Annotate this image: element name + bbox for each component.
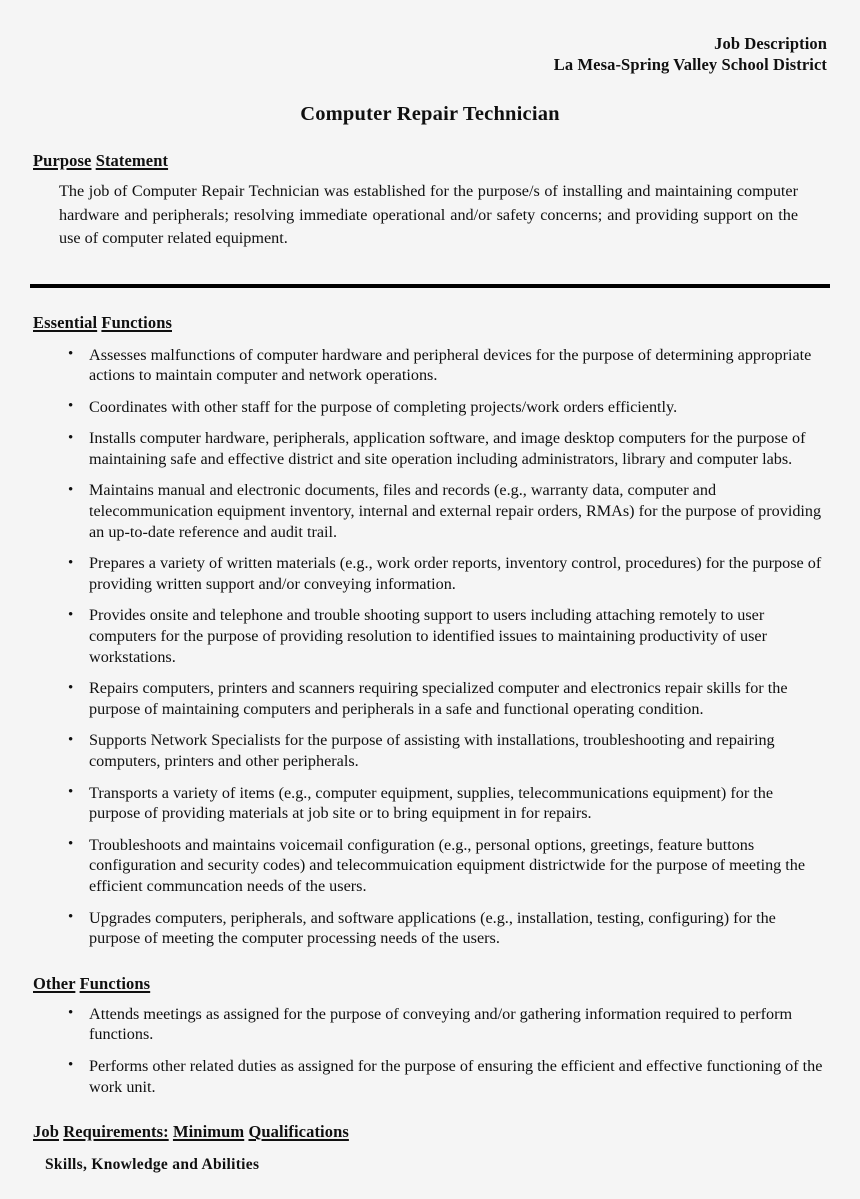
purpose-statement-body: The job of Computer Repair Technician was established for the purpose/s of installing and maintaining computer hardware and peripherals; resolving immediate operational and/or safety concerns; and providing support on the use of computer related equipment. (59, 182, 798, 247)
list-item-text: Provides onsite and telephone and trouble shooting support to users including attaching remotely to user computers for the purpose of providing resolution to identified issues to maintaining productivity of user workstations. (89, 606, 767, 666)
list-item-text: Repairs computers, printers and scanners requiring specialized computer and electronics repair skills for the purpose of maintaining computers and peripherals in a safe and functional operating condition. (89, 679, 788, 718)
essential-functions-heading (33, 313, 860, 333)
job-requirements-heading (33, 1122, 860, 1142)
header-doc-type: Job Description (714, 34, 827, 53)
bullet-icon: • (68, 836, 74, 853)
purpose-heading-word-2: Statement (95, 151, 169, 170)
list-item-text: Installs computer hardware, peripherals, application software, and image desktop computers for the purpose of maintaining safe and effective district and site operation including administrators, library and computer labs. (89, 429, 806, 468)
list-item-text: Performs other related duties as assigned for the purpose of ensuring the efficient and effective functioning of the work unit. (89, 1056, 823, 1096)
list-item (68, 1004, 827, 1045)
requirements-heading-word-1: Job (33, 1122, 59, 1142)
skills-knowledge-abilities-subheading: Skills, Knowledge and Abilities (45, 1156, 260, 1174)
purpose-statement-heading (33, 151, 860, 171)
bullet-icon: • (68, 606, 74, 623)
header-district-name: La Mesa-Spring Valley School District (553, 55, 827, 74)
bullet-icon: • (68, 731, 74, 748)
list-item (68, 678, 827, 719)
bullet-icon: • (68, 1005, 74, 1022)
list-item-text: Attends meetings as assigned for the purpose of conveying and/or gathering information required to perform functions. (89, 1004, 793, 1044)
bullet-icon: • (68, 429, 74, 446)
bullet-icon: • (68, 1057, 74, 1074)
essential-heading-word-1: Essential (33, 312, 98, 332)
bullet-icon: • (68, 784, 74, 801)
list-item-text: Supports Network Specialists for the purpose of assisting with installations, troubleshooting and repairing computers, printers and other peripherals. (89, 731, 775, 770)
list-item (68, 1056, 827, 1097)
bullet-icon: • (68, 346, 74, 362)
other-functions-list (0, 1004, 827, 1097)
requirements-heading-word-2: Requirements: (63, 1122, 169, 1142)
bullet-icon: • (68, 554, 74, 571)
bullet-icon: • (68, 909, 74, 926)
list-item-text: Maintains manual and electronic documents, files and records (e.g., warranty data, computer and telecommunication equipment inventory, internal and external repair orders, RMAs) for the purpose of providing an up-to-date reference and audit trail. (89, 481, 822, 541)
list-item-text: Prepares a variety of written materials (e.g., work order reports, inventory control, procedures) for the purpose of providing written support and/or conveying information. (89, 554, 822, 593)
page-title: Computer Repair Technician (300, 103, 560, 125)
list-item (68, 783, 827, 824)
list-item (68, 835, 827, 897)
list-item (68, 397, 827, 418)
other-functions-heading (33, 974, 860, 994)
list-item (68, 730, 827, 771)
list-item-text: Transports a variety of items (e.g., computer equipment, supplies, telecommunications equipment) for the purpose of providing materials at job site or to bring equipment in for repairs. (89, 783, 774, 823)
list-item (68, 553, 827, 594)
other-heading-word-2: Functions (79, 973, 151, 993)
list-item (68, 345, 827, 386)
bullet-icon: • (68, 481, 74, 498)
bullet-icon: • (68, 398, 74, 415)
essential-heading-word-2: Functions (101, 312, 172, 332)
requirements-heading-word-3: Minimum (172, 1122, 245, 1142)
requirements-heading-word-4: Qualifications (248, 1122, 349, 1142)
list-item-text: Assesses malfunctions of computer hardware and peripheral devices for the purpose of determining appropriate actions to maintain computer and network operations. (89, 345, 812, 385)
section-divider-rule (30, 284, 830, 288)
other-heading-word-1: Other (33, 973, 76, 993)
list-item-text: Coordinates with other staff for the purpose of completing projects/work orders efficiently. (89, 397, 678, 416)
list-item (68, 908, 827, 949)
bullet-icon: • (68, 679, 74, 696)
list-item-text: Upgrades computers, peripherals, and software applications (e.g., installation, testing, configuring) for the purpose of meeting the computer processing needs of the users. (89, 908, 776, 948)
list-item-text: Troubleshoots and maintains voicemail configuration (e.g., personal options, greetings, feature buttons configuration and security codes) and telecommuication equipment districtwide for the purpose of meeting the efficient communcation needs of the users. (89, 835, 806, 895)
list-item (68, 428, 827, 469)
essential-functions-list (0, 345, 827, 949)
document-header (0, 0, 860, 75)
list-item (68, 480, 827, 542)
list-item (68, 605, 827, 667)
purpose-heading-word-1: Purpose (33, 151, 92, 170)
